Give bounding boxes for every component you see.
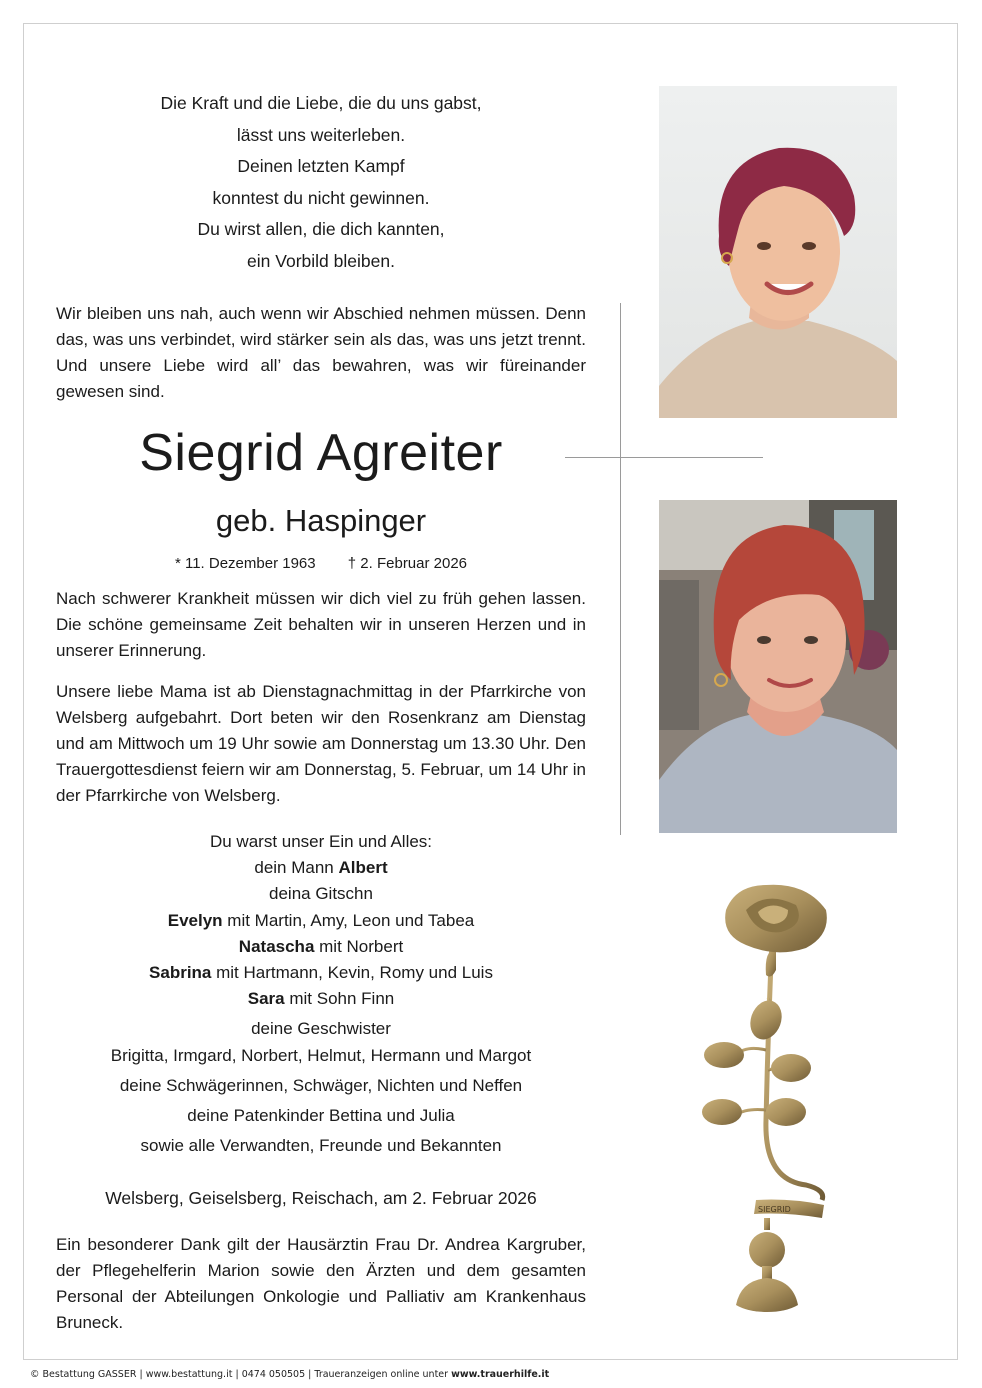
- poem-line: Deinen letzten Kampf: [237, 156, 405, 176]
- child-name: Sabrina: [149, 963, 212, 983]
- family-godchildren: deine Patenkinder Bettina und Julia: [187, 1106, 455, 1126]
- portrait-photo-1: [659, 86, 897, 418]
- cross-horizontal: [565, 457, 763, 458]
- family-children-heading: deina Gitschn: [269, 884, 373, 904]
- child-name: Natascha: [238, 936, 315, 956]
- thanks-text: Ein besonderer Dank gilt der Hausärztin Frau Dr. Andrea Kargruber, der Pflegehelferin Marion sowie den Ärzten und dem gesamten Personal der Abteilungen Onkologie und Palliativ am Krankenhaus Bruneck.: [56, 1235, 586, 1332]
- family-husband: [56, 855, 586, 881]
- family-child: [56, 960, 586, 986]
- husband-name: Albert: [338, 858, 388, 878]
- portrait-1-image: [659, 86, 897, 418]
- family-siblings-heading: deine Geschwister: [251, 1019, 391, 1039]
- footer: [30, 1369, 950, 1381]
- family-heading: Du warst unser Ein und Alles:: [209, 832, 433, 851]
- family-child: [56, 934, 586, 960]
- portrait-2-image: [659, 500, 897, 833]
- family-child: [56, 986, 586, 1012]
- poem-line: ein Vorbild bleiben.: [247, 250, 395, 271]
- cross-vertical: [620, 303, 621, 835]
- bronze-rose-image: [696, 880, 836, 1320]
- family-child: [56, 908, 586, 934]
- life-dates: [56, 553, 586, 575]
- family-list: [56, 829, 586, 1159]
- family-siblings: Brigitta, Irmgard, Norbert, Helmut, Hermann und Margot: [110, 1045, 532, 1065]
- paragraph-funeral: Unsere liebe Mama ist ab Dienstagnachmittag in der Pfarrkirche von Welsberg aufgebahrt. Dort beten wir den Rosenkranz am Dienstag und am Mittwoch um 19 Uhr sowie am Donnerstag um 13.30 Uhr. Den Trauergottesdienst feiern wir am Donnerstag, 5. Februar, um 14 Uhr in der Pfarrkirche von Welsberg.: [56, 682, 586, 805]
- family-relatives: sowie alle Verwandten, Freunde und Bekannten: [140, 1136, 502, 1156]
- footer-website[interactable]: www.bestattung.it: [145, 1369, 233, 1380]
- footer-company: © Bestattung GASSER: [30, 1369, 137, 1380]
- portrait-photo-2: [659, 500, 897, 833]
- poem-line: Du wirst allen, die dich kannten,: [197, 219, 445, 239]
- birth-date: * 11. Dezember 1963: [174, 555, 316, 572]
- footer-phone: 0474 050505: [241, 1369, 306, 1380]
- deceased-name: Siegrid Agreiter: [139, 424, 503, 482]
- child-family: mit Sohn Finn: [284, 989, 395, 1009]
- birth-name: geb. Haspinger: [215, 503, 427, 538]
- place-and-date: Welsberg, Geiselsberg, Reischach, am 2. Februar 2026: [105, 1188, 537, 1208]
- footer-separator: |: [136, 1369, 146, 1380]
- child-name: Evelyn: [167, 910, 223, 930]
- poem-line: lässt uns weiterleben.: [236, 124, 406, 145]
- child-family: mit Norbert: [314, 936, 404, 956]
- poem-line: Die Kraft und die Liebe, die du uns gabst,: [160, 93, 482, 113]
- child-name: Sara: [247, 989, 285, 1009]
- footer-online-site[interactable]: www.trauerhilfe.it: [451, 1369, 550, 1380]
- footer-online-text: Traueranzeigen online unter: [314, 1369, 452, 1380]
- husband-prefix: dein Mann: [254, 858, 339, 878]
- family-inlaws: deine Schwägerinnen, Schwäger, Nichten und Neffen: [119, 1075, 523, 1095]
- child-family: mit Hartmann, Kevin, Romy und Luis: [211, 963, 493, 983]
- poem: [56, 88, 586, 277]
- death-date: † 2. Februar 2026: [347, 555, 468, 572]
- child-family: mit Martin, Amy, Leon und Tabea: [222, 910, 475, 930]
- footer-separator: |: [232, 1369, 242, 1380]
- poem-line: konntest du nicht gewinnen.: [212, 187, 430, 208]
- paragraph-illness: Nach schwerer Krankheit müssen wir dich viel zu früh gehen lassen. Die schöne gemeinsame Zeit behalten wir in unseren Herzen und in unserer Erinnerung.: [56, 589, 586, 660]
- footer-separator: |: [305, 1369, 315, 1380]
- intro-text: Wir bleiben uns nah, auch wenn wir Abschied nehmen müssen. Denn das, was uns verbindet, wird stärker sein als das, was uns jetzt trennt. Und unsere Liebe wird all’ das bewahren, was wir füreinander gewesen sind.: [56, 304, 586, 401]
- rose-ribbon-text: SIEGRID: [758, 1205, 791, 1214]
